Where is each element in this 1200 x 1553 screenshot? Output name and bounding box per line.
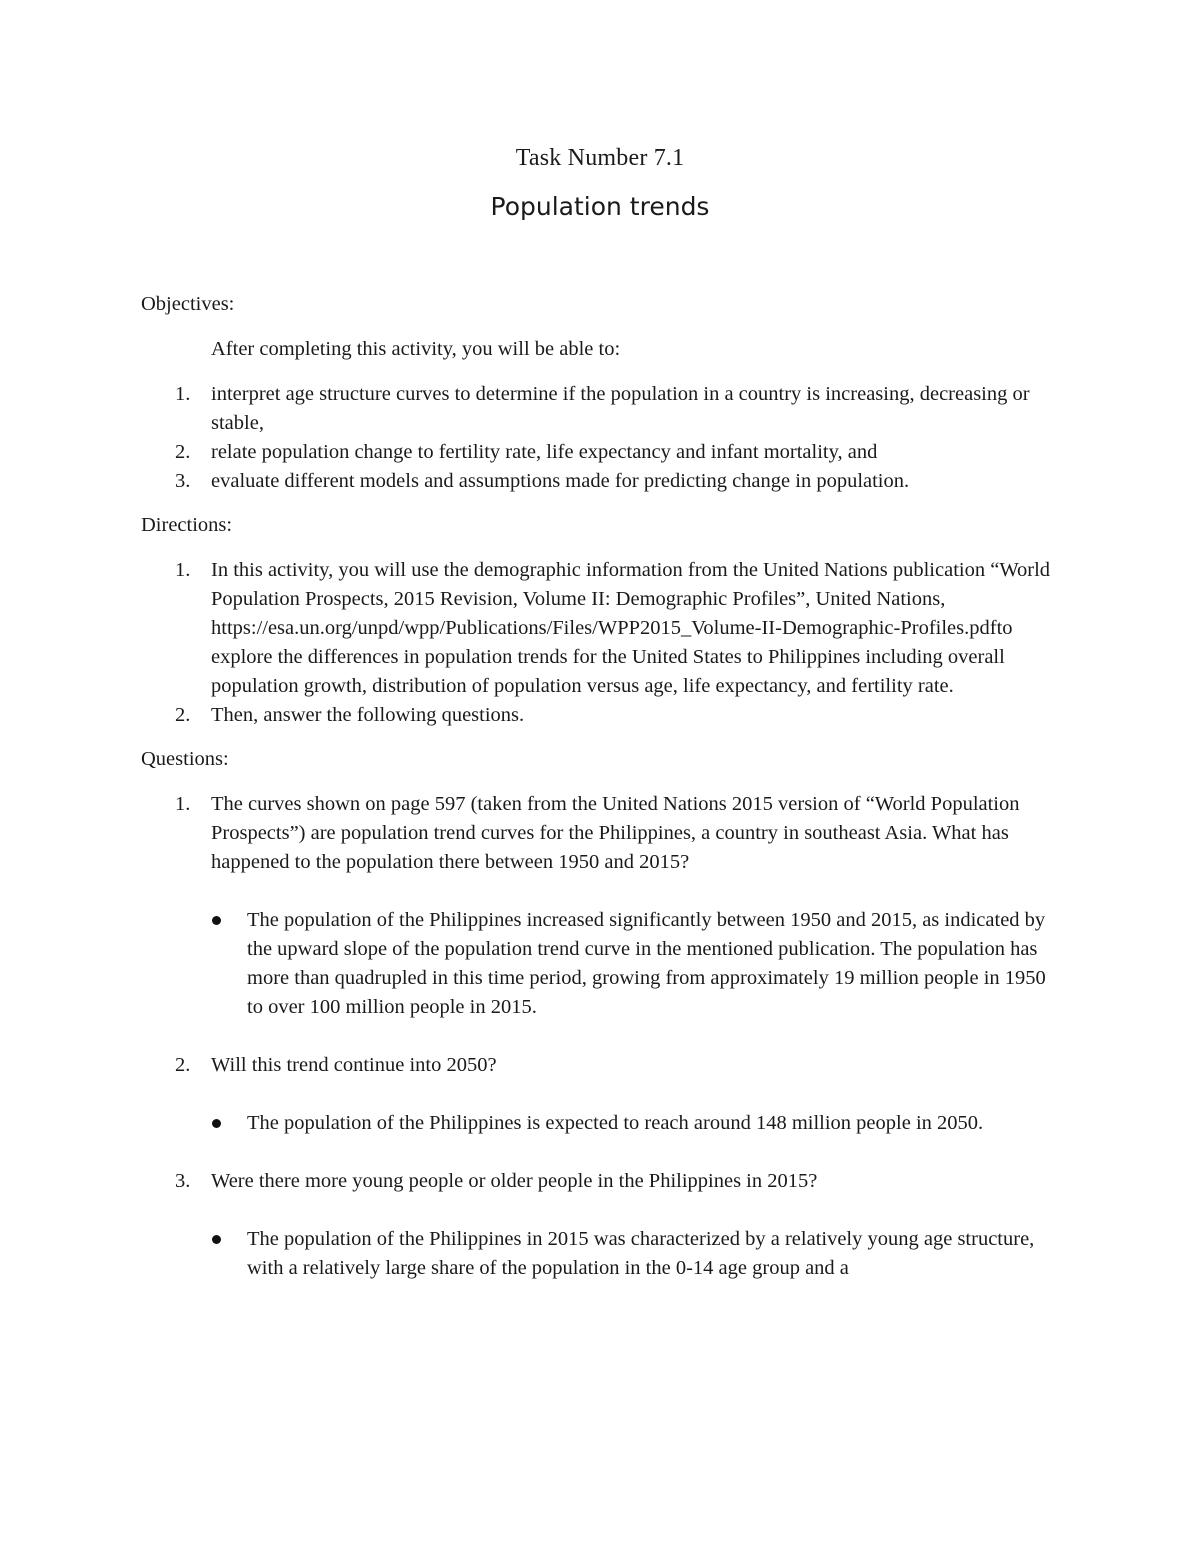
task-subtitle: Population trends xyxy=(490,192,710,221)
answer-item xyxy=(141,906,1061,1022)
bullet-icon xyxy=(211,1109,247,1138)
objective-item xyxy=(141,380,1061,438)
objective-number: 3. xyxy=(175,470,191,492)
direction-item xyxy=(141,701,1061,730)
objective-number: 1. xyxy=(175,383,191,405)
bullet-icon xyxy=(211,906,247,1022)
direction-text: Then, answer the following questions. xyxy=(211,704,525,726)
objective-text: interpret age structure curves to determine if the population in a country is increasing, decreasing or stable, xyxy=(211,383,1030,434)
question-number: 3. xyxy=(175,1170,191,1192)
objective-number: 2. xyxy=(175,441,191,463)
answer-text: The population of the Philippines increased significantly between 1950 and 2015, as indicated by the upward slope of the population trend curve in the mentioned publication. The population has more than quadrupled in this time period, growing from approximately 19 million people in 1950 to over 100 million people in 2015. xyxy=(247,909,1046,1018)
answer-item xyxy=(141,1109,1061,1138)
question-block xyxy=(141,1167,1061,1283)
direction-item xyxy=(141,556,1061,701)
question-number: 2. xyxy=(175,1054,191,1076)
objective-item xyxy=(141,467,1061,496)
objectives-heading: Objectives: xyxy=(141,293,235,315)
answer-text: The population of the Philippines is expected to reach around 148 million people in 2050. xyxy=(247,1112,984,1134)
question-block xyxy=(141,1051,1061,1138)
bullet-icon xyxy=(211,1225,247,1283)
answer-item xyxy=(141,1225,1061,1283)
direction-number: 1. xyxy=(175,559,191,581)
direction-text: In this activity, you will use the demographic information from the United Nations publication “World Population Prospects, 2015 Revision, Volume II: Demographic Profiles”, United Nations, https://esa.un.org/unpd/wpp/Publications/Files/WPP2015_Volume-II-Demographic-Profiles.pdfto explore the differences in population trends for the United States to Philippines including overall population growth, distribution of population versus age, life expectancy, and fertility rate. xyxy=(211,559,1051,697)
objectives-list xyxy=(141,380,1061,496)
task-title: Task Number 7.1 xyxy=(515,145,685,171)
objective-text: relate population change to fertility rate, life expectancy and infant mortality, and xyxy=(211,441,878,463)
objective-text: evaluate different models and assumptions made for predicting change in population. xyxy=(211,470,910,492)
answer-text: The population of the Philippines in 2015 was characterized by a relatively young age structure, with a relatively large share of the population in the 0-14 age group and a xyxy=(247,1228,1035,1279)
directions-heading: Directions: xyxy=(141,514,233,536)
directions-list xyxy=(141,556,1061,730)
objective-item xyxy=(141,438,1061,467)
question-text: Will this trend continue into 2050? xyxy=(211,1054,497,1076)
objectives-intro: After completing this activity, you will be able to: xyxy=(211,338,621,360)
questions-list xyxy=(141,790,1061,1283)
direction-number: 2. xyxy=(175,704,191,726)
questions-heading: Questions: xyxy=(141,748,229,770)
question-text: Were there more young people or older people in the Philippines in 2015? xyxy=(211,1170,818,1192)
question-block xyxy=(141,790,1061,1022)
question-item xyxy=(141,1167,1061,1196)
question-item xyxy=(141,1051,1061,1080)
question-text: The curves shown on page 597 (taken from the United Nations 2015 version of “World Population Prospects”) are population trend curves for the Philippines, a country in southeast Asia. What has happened to the population there between 1950 and 2015? xyxy=(211,793,1020,873)
document-body xyxy=(141,290,1061,1283)
question-number: 1. xyxy=(175,793,191,815)
question-item xyxy=(141,790,1061,877)
